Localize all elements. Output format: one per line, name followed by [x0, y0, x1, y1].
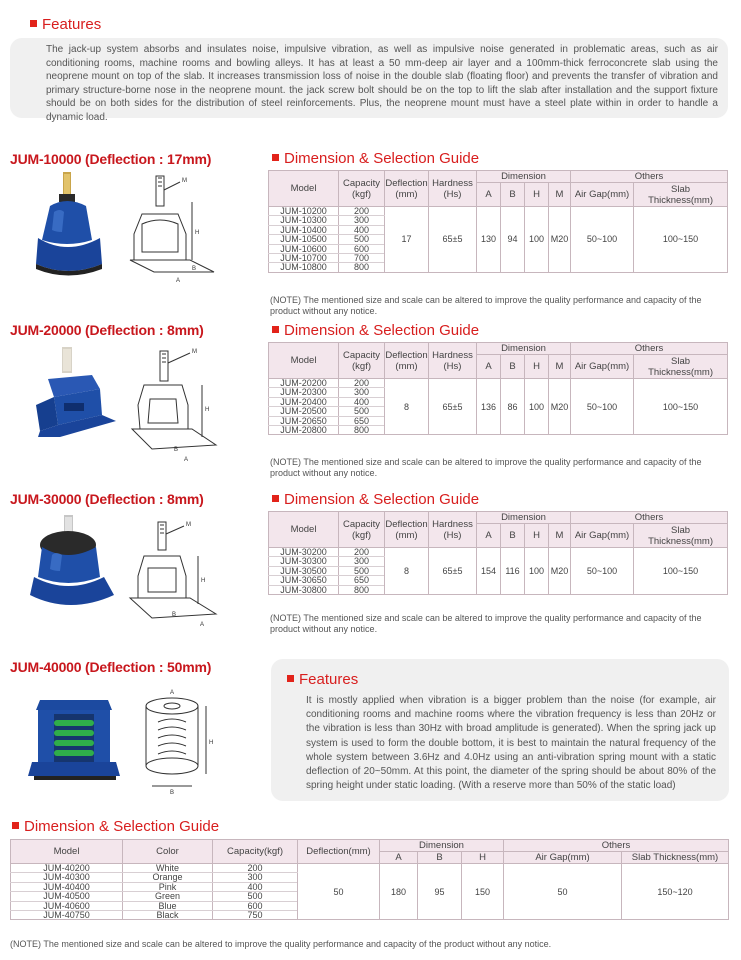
table-cell: 100	[525, 548, 549, 595]
table-cell: 94	[501, 207, 525, 273]
text-label: (kgf)	[352, 188, 371, 200]
table-cell: Green	[123, 892, 213, 901]
table-header-cell: Air Gap(mm)	[504, 852, 622, 864]
table-header-cell	[429, 512, 477, 548]
table-cell: Orange	[123, 873, 213, 882]
table-cell: 400	[213, 882, 298, 891]
table-cell: 300	[213, 873, 298, 882]
table-cell: 750	[213, 911, 298, 920]
th-hardness	[429, 171, 477, 207]
table-header-cell: B	[501, 524, 525, 548]
table-cell: 130	[477, 207, 501, 273]
text-label: Deflection	[385, 518, 428, 530]
table-cell: JUM-20400	[269, 397, 339, 406]
text-label: Slab	[671, 355, 691, 367]
text-label: (mm)	[395, 188, 418, 200]
text-label: M	[192, 349, 197, 355]
table-row	[11, 864, 729, 873]
bullet-icon	[12, 822, 19, 829]
table-cell: 100~150	[634, 548, 728, 595]
table-cell: 50	[298, 864, 380, 920]
mount-drawing-icon	[128, 518, 228, 628]
table-header-cell	[339, 512, 385, 548]
text-label: H	[209, 740, 214, 746]
bullet-icon	[287, 675, 294, 682]
features-heading-text: Features	[42, 16, 102, 33]
table-header-cell	[339, 343, 385, 379]
table-cell: JUM-10600	[269, 244, 339, 253]
table-cell: 600	[339, 244, 385, 253]
spec-table-1	[268, 170, 728, 273]
th-dimension: Dimension	[477, 171, 571, 183]
table-cell: JUM-10800	[269, 263, 339, 272]
table-cell: 50~100	[571, 548, 634, 595]
series-title: JUM-40000 (Deflection : 50mm)	[10, 659, 212, 675]
table-header-cell	[429, 343, 477, 379]
text-label: Thickness(mm)	[648, 535, 713, 547]
table-header-cell: M	[549, 524, 571, 548]
table-cell: 200	[339, 379, 385, 388]
table-cell: JUM-30500	[269, 566, 339, 575]
table-cell: 200	[339, 548, 385, 557]
series-title: JUM-30000 (Deflection : 8mm)	[10, 491, 204, 507]
note-text: (NOTE) The mentioned size and scale can be altered to improve the quality performance and capacity of the product without any notice.	[270, 457, 702, 478]
text-label: Deflection	[385, 349, 428, 361]
text-label: (Hs)	[443, 360, 462, 372]
table-header-cell	[634, 524, 728, 548]
table-header-cell: Dimension	[477, 343, 571, 355]
features-heading	[287, 671, 358, 688]
table-cell: 700	[339, 254, 385, 263]
table-header-cell: Others	[504, 840, 729, 852]
table-cell: 65±5	[429, 379, 477, 435]
table-cell: 800	[339, 426, 385, 435]
table-cell: JUM-10500	[269, 235, 339, 244]
text-label: (Hs)	[443, 529, 462, 541]
th-model: Model	[269, 171, 339, 207]
guide-heading	[272, 322, 479, 339]
spec-table	[10, 839, 729, 920]
table-cell: JUM-40200	[11, 864, 123, 873]
features-text: It is mostly applied when vibration is a bigger problem than the noise (for example, air conditioning rooms and machine rooms where the vibration frequency is less than 20Hz or the vibration is less than 30Hz with broad amplitude is generated). When the spring jack up system is used to form the double bottom, it is best to maintain the natural frequency of the whole system between 3.6Hz and 4.0Hz using an anti-vibration spring mount with a static deflection of 20~50mm. At this point, the diameter of the spring should be about 80% of the spring height under static loading. (With a reserve more than 50% of the static load)	[306, 695, 716, 792]
table-cell: 100	[525, 379, 549, 435]
text-label: Hardness	[432, 349, 473, 361]
th-capacity	[339, 171, 385, 207]
table-cell: 180	[380, 864, 418, 920]
table-cell: Black	[123, 911, 213, 920]
text-label: H	[201, 578, 206, 584]
table-cell: 300	[339, 216, 385, 225]
table-cell: JUM-40600	[11, 901, 123, 910]
table-cell: 136	[477, 379, 501, 435]
table-cell: JUM-30800	[269, 585, 339, 594]
table-cell: 600	[213, 901, 298, 910]
table-header-cell: A	[477, 524, 501, 548]
table-row	[269, 207, 728, 216]
text-label: Slab	[671, 183, 691, 195]
text-label: Capacity	[343, 349, 380, 361]
spec-table-2	[268, 342, 728, 435]
table-cell: JUM-20500	[269, 407, 339, 416]
product-photo	[30, 515, 122, 625]
text-label: (mm)	[395, 529, 418, 541]
spec-table	[268, 170, 728, 273]
text-label: Thickness(mm)	[648, 194, 713, 206]
spec-table-4	[10, 839, 729, 920]
table-header-cell	[634, 355, 728, 379]
bullet-icon	[272, 495, 279, 502]
note-text: (NOTE) The mentioned size and scale can be altered to improve the quality performance and capacity of the product without any notice.	[270, 613, 702, 634]
table-header-cell: Model	[11, 840, 123, 864]
table-cell: 65±5	[429, 207, 477, 273]
table-cell: 800	[339, 585, 385, 594]
table-header-cell	[385, 512, 429, 548]
note-text: (NOTE) The mentioned size and scale can be altered to improve the quality performance and capacity of the product without any notice.	[270, 295, 702, 316]
table-cell: 50	[504, 864, 622, 920]
table-header-cell	[385, 343, 429, 379]
table-cell: 500	[339, 235, 385, 244]
table-cell: JUM-20650	[269, 416, 339, 425]
text-label: Dimension & Selection Guide	[284, 322, 480, 339]
features-heading	[30, 16, 101, 33]
table-header-cell: Deflection(mm)	[298, 840, 380, 864]
table-cell: 65±5	[429, 548, 477, 595]
table-cell: 50~100	[571, 207, 634, 273]
table-cell: 17	[385, 207, 429, 273]
text-label: Dimension & Selection Guide	[284, 491, 480, 508]
mount-blue-icon	[30, 345, 122, 441]
th-h: H	[525, 183, 549, 207]
table-cell: 154	[477, 548, 501, 595]
table-header-cell: A	[380, 852, 418, 864]
table-cell: 150	[462, 864, 504, 920]
mount-blue-icon	[30, 172, 120, 280]
text-label: A	[184, 457, 189, 463]
table-header-cell: B	[501, 355, 525, 379]
spring-mount-icon	[28, 690, 128, 790]
text-label: B	[172, 612, 177, 618]
text-label: Capacity	[343, 177, 380, 189]
table-header-cell: B	[418, 852, 462, 864]
note-text: (NOTE) The mentioned size and scale can be altered to improve the quality performance and capacity of the product without any notice.	[10, 939, 552, 949]
spec-table-3	[268, 511, 728, 595]
table-header-cell: H	[462, 852, 504, 864]
table-cell: 800	[339, 263, 385, 272]
table-cell: JUM-10300	[269, 216, 339, 225]
bullet-icon	[272, 326, 279, 333]
product-photo	[30, 172, 120, 280]
th-b: B	[501, 183, 525, 207]
table-cell: M20	[549, 548, 571, 595]
table-cell: 200	[213, 864, 298, 873]
table-cell: M20	[549, 207, 571, 273]
table-cell: 100	[525, 207, 549, 273]
guide-heading	[12, 818, 219, 835]
table-header-cell: Capacity(kgf)	[213, 840, 298, 864]
table-header-cell: M	[549, 355, 571, 379]
table-cell: Blue	[123, 901, 213, 910]
table-cell: 100~150	[634, 207, 728, 273]
text-label: (kgf)	[352, 360, 371, 372]
table-header-cell: Model	[269, 512, 339, 548]
table-cell: 300	[339, 557, 385, 566]
text-label: Dimension & Selection Guide	[24, 818, 220, 835]
text-label: Capacity	[343, 518, 380, 530]
table-cell: 50~100	[571, 379, 634, 435]
technical-drawing	[128, 518, 228, 628]
product-photo	[28, 690, 128, 790]
table-header-cell: Others	[571, 512, 728, 524]
technical-drawing	[128, 172, 228, 284]
bullet-icon	[30, 20, 37, 27]
th-air-gap: Air Gap(mm)	[571, 183, 634, 207]
text-label: Hardness	[432, 518, 473, 530]
table-header-cell: Dimension	[477, 512, 571, 524]
features-box	[10, 38, 728, 123]
series-title: JUM-20000 (Deflection : 8mm)	[10, 322, 204, 338]
table-header-cell: A	[477, 355, 501, 379]
th-slab	[634, 183, 728, 207]
dim-label-a: A	[176, 278, 181, 284]
table-cell: 86	[501, 379, 525, 435]
table-cell: JUM-40750	[11, 911, 123, 920]
table-cell: JUM-20300	[269, 388, 339, 397]
text-label: A	[170, 690, 175, 696]
table-cell: JUM-40500	[11, 892, 123, 901]
bullet-icon	[272, 154, 279, 161]
text-label: (Hs)	[443, 188, 462, 200]
th-others: Others	[571, 171, 728, 183]
table-header-cell: Color	[123, 840, 213, 864]
th-m: M	[549, 183, 571, 207]
table-cell: Pink	[123, 882, 213, 891]
features-box-2	[271, 659, 729, 801]
table-cell: 95	[418, 864, 462, 920]
dim-label-b: B	[192, 266, 197, 272]
table-cell: 150~120	[622, 864, 729, 920]
table-cell: JUM-10400	[269, 225, 339, 234]
table-cell: White	[123, 864, 213, 873]
guide-heading	[272, 491, 479, 508]
table-cell: 400	[339, 225, 385, 234]
mount-drawing-icon	[128, 172, 228, 284]
text-label: Deflection	[385, 177, 428, 189]
mount-blue-icon	[30, 515, 122, 625]
text-label: Hardness	[432, 177, 473, 189]
text-label: (kgf)	[352, 529, 371, 541]
table-header-cell: Slab Thickness(mm)	[622, 852, 729, 864]
dim-label-h: H	[195, 230, 200, 236]
table-cell: 500	[339, 566, 385, 575]
technical-drawing	[130, 345, 230, 463]
table-row	[269, 379, 728, 388]
table-cell: 300	[339, 388, 385, 397]
table-header-cell: Others	[571, 343, 728, 355]
table-cell: 8	[385, 548, 429, 595]
text-label: H	[205, 407, 210, 413]
series-title: JUM-10000 (Deflection : 17mm)	[10, 151, 212, 167]
table-cell: JUM-40300	[11, 873, 123, 882]
table-cell: JUM-30650	[269, 576, 339, 585]
spec-table	[268, 511, 728, 595]
spring-drawing-icon	[134, 686, 220, 796]
features-text: The jack-up system absorbs and insulates noise, impulsive vibration, as well as impulsive noise generated in problematic areas, such as air conditioning rooms, machine rooms and bowling alleys. It has at least a 50 mm-deep air layer and a 100mm-thick ferroconcrete slab using the neoprene mount on top of the slab. It increases transmission loss of noise in the double slab (floating floor) and prevents the transfer of vibration and primary structure-borne nose in the neoprene mount. the jack screw bolt should be on the top to lift the slab after installation and the support fixture should be on both sides for the distribution of steel reinforcements. Plus, the neoprene mount must have a steel plate within in order to handle a dynamic load.	[46, 44, 718, 123]
technical-drawing	[134, 686, 220, 796]
table-cell: JUM-30300	[269, 557, 339, 566]
mount-drawing-icon	[130, 345, 230, 463]
text-label: Thickness(mm)	[648, 366, 713, 378]
table-cell: JUM-10200	[269, 207, 339, 216]
table-cell: 500	[339, 407, 385, 416]
table-cell: 650	[339, 416, 385, 425]
table-cell: M20	[549, 379, 571, 435]
guide-heading-text: Dimension & Selection Guide	[284, 150, 480, 167]
table-header-cell: H	[525, 355, 549, 379]
table-cell: 8	[385, 379, 429, 435]
th-a: A	[477, 183, 501, 207]
text-label: Features	[299, 671, 359, 688]
table-header-cell: Dimension	[380, 840, 504, 852]
product-photo	[30, 345, 122, 441]
table-header-cell: Model	[269, 343, 339, 379]
th-deflection	[385, 171, 429, 207]
table-cell: 500	[213, 892, 298, 901]
text-label: Slab	[671, 524, 691, 536]
spec-table	[268, 342, 728, 435]
guide-heading	[272, 150, 479, 167]
table-cell: 400	[339, 397, 385, 406]
table-header-cell: H	[525, 524, 549, 548]
table-cell: JUM-10700	[269, 254, 339, 263]
table-cell: 200	[339, 207, 385, 216]
table-cell: JUM-20200	[269, 379, 339, 388]
text-label: (mm)	[395, 360, 418, 372]
text-label: B	[170, 790, 175, 796]
table-header-cell: Air Gap(mm)	[571, 355, 634, 379]
table-cell: JUM-30200	[269, 548, 339, 557]
table-cell: 650	[339, 576, 385, 585]
dim-label-m: M	[182, 178, 187, 184]
table-cell: JUM-40400	[11, 882, 123, 891]
table-header-cell: Air Gap(mm)	[571, 524, 634, 548]
text-label: A	[200, 622, 205, 628]
text-label: M	[186, 522, 191, 528]
table-cell: 116	[501, 548, 525, 595]
table-cell: 100~150	[634, 379, 728, 435]
table-row	[269, 548, 728, 557]
table-cell: JUM-20800	[269, 426, 339, 435]
text-label: B	[174, 447, 179, 453]
